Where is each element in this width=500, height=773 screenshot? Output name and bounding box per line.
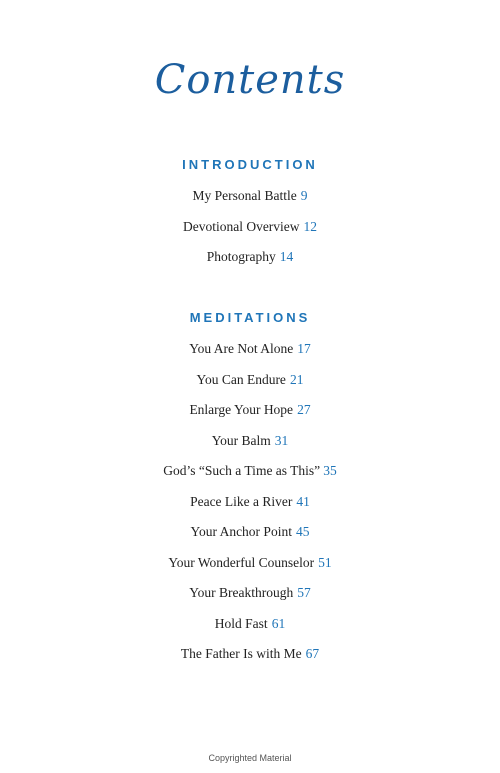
toc-entry-page: 61 <box>271 616 286 631</box>
toc-entry[interactable] <box>0 218 500 236</box>
toc-entry-label: Devotional Overview <box>182 219 300 234</box>
toc-entry-page: 21 <box>289 372 304 387</box>
toc-entry[interactable] <box>0 401 500 419</box>
toc-entry-label: Your Anchor Point <box>190 524 292 539</box>
toc-entry-label: Your Wonderful Counselor <box>168 555 315 570</box>
toc-entry[interactable] <box>0 584 500 602</box>
toc-entry-label: My Personal Battle <box>192 188 297 203</box>
toc-entry-label: Photography <box>206 249 276 264</box>
page-title: Contents <box>154 57 346 103</box>
toc-entry[interactable] <box>0 432 500 450</box>
section-heading-introduction: INTRODUCTION <box>182 157 318 172</box>
toc-entry-label: Hold Fast <box>214 616 268 631</box>
toc-entry-page: 27 <box>297 402 311 417</box>
toc-entry-label: Your Breakthrough <box>189 585 294 600</box>
toc-entry[interactable] <box>0 340 500 358</box>
toc-entry-page: 14 <box>279 249 294 264</box>
toc-entry-label: Peace Like a River <box>190 494 293 509</box>
toc-entry[interactable] <box>0 493 500 511</box>
toc-entry-page: 51 <box>318 555 332 570</box>
toc-entry-label: Enlarge Your Hope <box>189 402 294 417</box>
toc-entry-page: 35 <box>323 463 337 478</box>
toc-entry-label: God’s “Such a Time as This” <box>163 463 321 478</box>
toc-entry-label: Your Balm <box>211 433 271 448</box>
toc-entry-page: 67 <box>305 646 320 661</box>
toc-entry-label: You Can Endure <box>196 372 286 387</box>
toc-entry[interactable] <box>0 187 500 205</box>
toc-entry-page: 41 <box>296 494 310 509</box>
toc-entry[interactable] <box>0 615 500 633</box>
toc-entry[interactable] <box>0 371 500 389</box>
toc-entry-page: 17 <box>297 341 311 356</box>
toc-entry-page: 9 <box>300 188 308 203</box>
toc-entry[interactable] <box>0 523 500 541</box>
toc-entry[interactable] <box>0 462 500 480</box>
toc-entry[interactable] <box>0 645 500 663</box>
section-heading-meditations: MEDITATIONS <box>189 310 311 325</box>
toc-entry[interactable] <box>0 554 500 572</box>
toc-entry-label: You Are Not Alone <box>189 341 294 356</box>
copyright-notice: Copyrighted Material <box>208 753 292 763</box>
toc-entry[interactable] <box>0 248 500 266</box>
toc-entry-page: 12 <box>303 219 318 234</box>
toc-entry-page: 31 <box>274 433 289 448</box>
toc-entry-page: 45 <box>295 524 310 539</box>
toc-entry-page: 57 <box>297 585 311 600</box>
toc-entry-label: The Father Is with Me <box>180 646 302 661</box>
